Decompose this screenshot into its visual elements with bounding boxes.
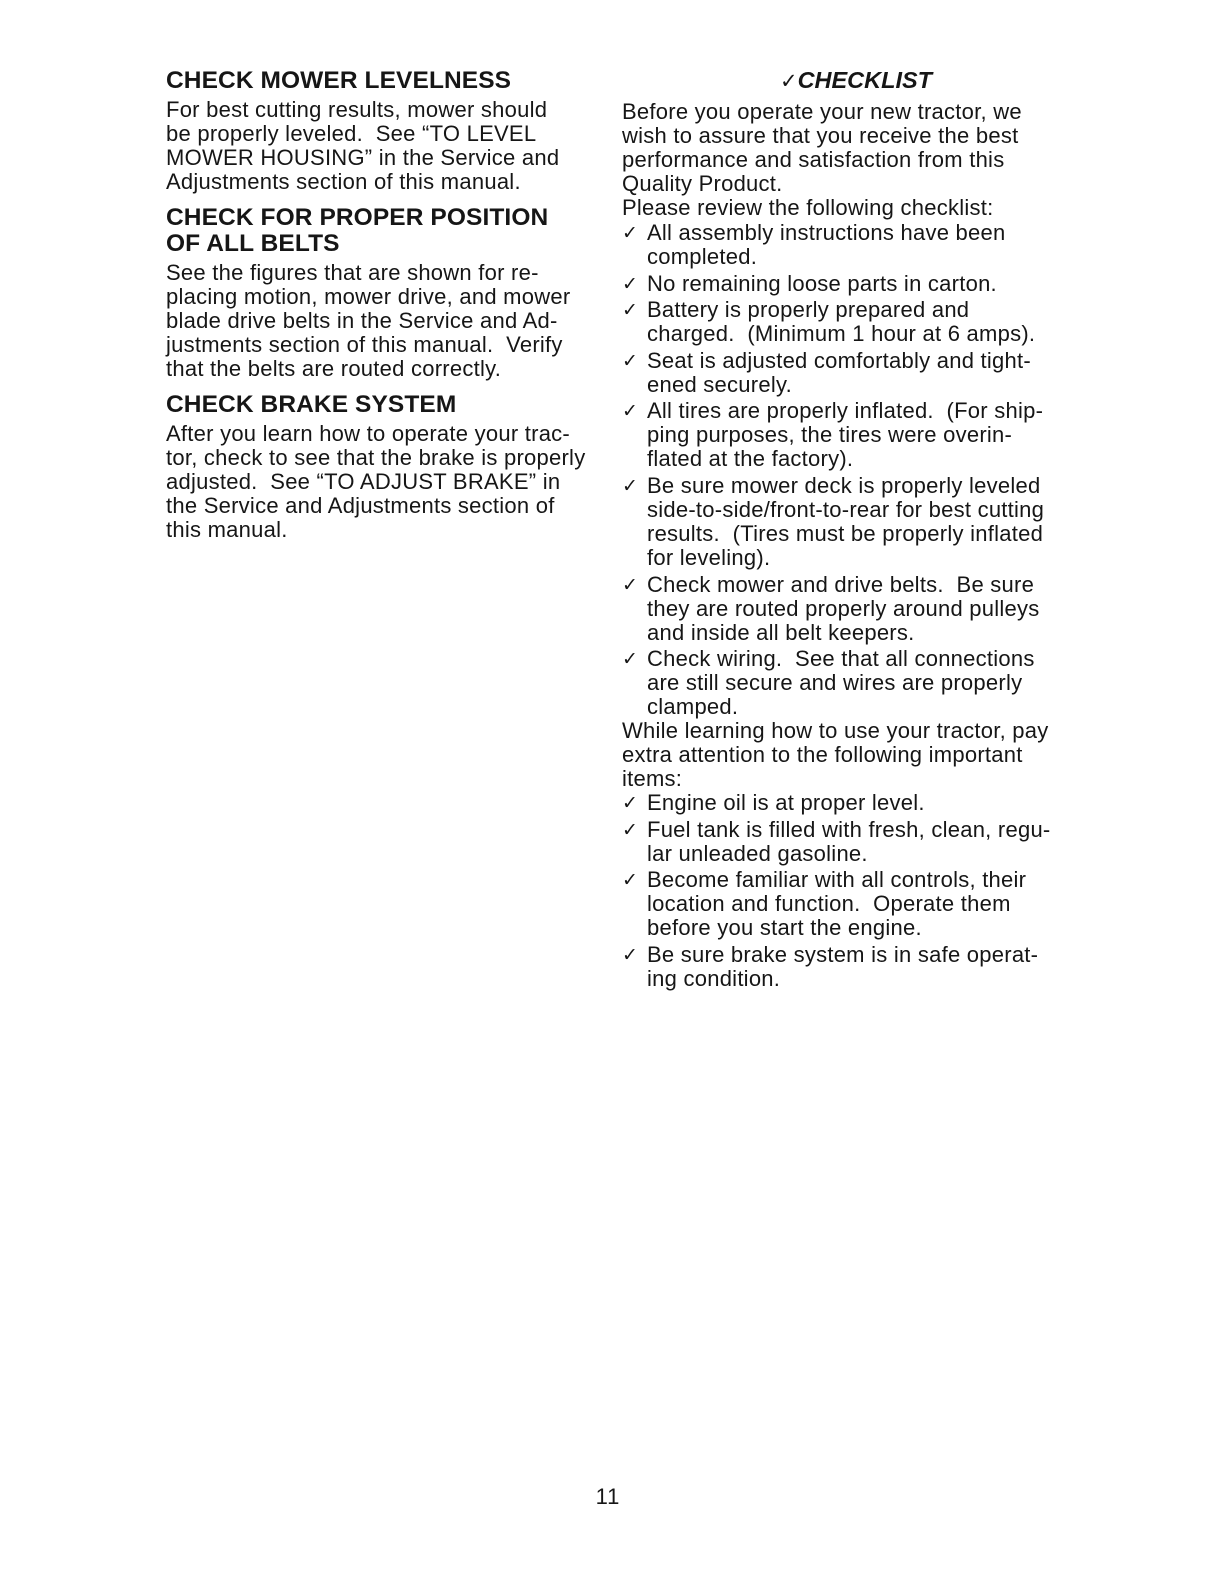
checklist-item (622, 474, 1090, 570)
body-line: After you learn how to operate your trac- (166, 421, 571, 446)
check-mark-icon: ✓ (622, 943, 638, 966)
item-line: ened securely. (647, 371, 792, 397)
item-line: Be sure brake system is in safe operat- (647, 941, 1039, 967)
item-line: charged. (Minimum 1 hour at 6 amps). (647, 321, 1036, 347)
body-line: this manual. (166, 517, 288, 542)
checklist-item (622, 399, 1090, 471)
checklist-item-text (647, 573, 1090, 645)
important-item (622, 818, 1090, 866)
item-line: flated at the factory). (647, 446, 854, 472)
item-line: Seat is adjusted comfortably and tight- (647, 347, 1031, 373)
item-line: Become familiar with all controls, their (647, 867, 1027, 893)
check-mark-icon: ✓ (622, 573, 638, 596)
section-body (166, 422, 606, 542)
body-line: MOWER HOUSING” in the Service and (166, 145, 560, 170)
check-mark-icon: ✓ (622, 792, 638, 815)
item-line: side-to-side/front-to-rear for best cutting (647, 496, 1045, 522)
item-line: Battery is properly prepared and (647, 297, 970, 323)
item-line: All tires are properly inflated. (For ship- (647, 398, 1044, 424)
checklist-item-text (647, 647, 1090, 719)
section-body (166, 261, 606, 381)
checklist-item (622, 298, 1090, 346)
body-line: Adjustments section of this manual. (166, 169, 521, 194)
important-item-text (647, 818, 1090, 866)
section-check-belts (166, 205, 606, 381)
intro-line: wish to assure that you receive the best (622, 123, 1019, 148)
section-body (166, 98, 606, 194)
item-line: completed. (647, 244, 758, 269)
check-mark-icon: ✓ (622, 349, 638, 372)
right-column (622, 67, 1090, 991)
body-line: tor, check to see that the brake is properly (166, 445, 586, 470)
item-line: All assembly instructions have been (647, 220, 1006, 245)
heading-line: CHECK MOWER LEVELNESS (166, 67, 512, 94)
section-check-mower-levelness (166, 68, 606, 194)
body-line: placing motion, mower drive, and mower (166, 284, 571, 309)
item-line: Check mower and drive belts. Be sure (647, 571, 1035, 597)
checklist-item-text (647, 474, 1090, 570)
page-number: 11 (595, 1484, 621, 1509)
important-item-text (647, 868, 1090, 940)
attention-line: extra attention to the following important (622, 742, 1023, 768)
checklist-item-text (647, 298, 1090, 346)
important-item-text (647, 943, 1090, 991)
important-items-list (622, 791, 1090, 991)
item-line: ping purposes, the tires were overin- (647, 422, 1013, 448)
review-prompt: Please review the following checklist: (622, 195, 994, 220)
body-line: See the figures that are shown for re- (166, 260, 539, 285)
item-line: are still secure and wires are properly (647, 670, 1023, 696)
body-line: justments section of this manual. Verify (166, 332, 563, 357)
check-mark-icon: ✓ (622, 222, 638, 244)
body-line: be properly leveled. See “TO LEVEL (166, 121, 537, 146)
intro-line: performance and satisfaction from this (622, 147, 1005, 172)
check-mark-icon: ✓ (622, 474, 638, 497)
heading-line: OF ALL BELTS (166, 230, 340, 257)
attention-line: items: (622, 766, 683, 792)
section-check-brake-system (166, 392, 606, 542)
important-item-text (647, 791, 1090, 815)
item-line: lar unleaded gasoline. (647, 840, 868, 866)
check-mark-icon: ✓ (622, 648, 638, 671)
checklist (622, 221, 1090, 719)
item-line: Engine oil is at proper level. (647, 790, 925, 816)
checklist-intro (622, 100, 1090, 220)
item-line: Fuel tank is filled with fresh, clean, regu- (647, 816, 1051, 842)
check-mark-icon: ✓ (622, 299, 638, 322)
section-heading (166, 392, 606, 418)
item-line: for leveling). (647, 544, 771, 570)
item-line: location and function. Operate them (647, 891, 1011, 917)
important-item (622, 868, 1090, 940)
body-line: adjusted. See “TO ADJUST BRAKE” in (166, 469, 561, 494)
left-column (166, 68, 606, 542)
item-line: clamped. (647, 694, 739, 720)
checklist-item (622, 573, 1090, 645)
checklist-item-text (647, 349, 1090, 397)
checklist-item (622, 221, 1090, 269)
item-line: ing condition. (647, 965, 781, 991)
check-mark-icon: ✓ (622, 869, 638, 892)
checklist-item-text (647, 272, 1090, 296)
item-line: No remaining loose parts in carton. (647, 270, 997, 296)
check-mark-icon: ✓ (622, 400, 638, 423)
section-heading (166, 205, 606, 257)
checklist-heading (622, 67, 1090, 94)
important-item (622, 791, 1090, 815)
checklist-item (622, 349, 1090, 397)
item-line: Check wiring. See that all connections (647, 646, 1035, 672)
heading-line: CHECK FOR PROPER POSITION (166, 204, 549, 231)
check-mark-icon: ✓ (622, 272, 638, 295)
checklist-item-text (647, 221, 1090, 269)
body-line: that the belts are routed correctly. (166, 356, 502, 381)
item-line: Be sure mower deck is properly leveled (647, 472, 1041, 498)
checklist-item (622, 647, 1090, 719)
item-line: before you start the engine. (647, 915, 922, 941)
check-mark-icon: ✓ (779, 69, 798, 93)
heading-line: CHECK BRAKE SYSTEM (166, 391, 457, 418)
body-line: blade drive belts in the Service and Ad- (166, 308, 558, 333)
attention-paragraph (622, 719, 1090, 791)
body-line: For best cutting results, mower should (166, 97, 548, 122)
item-line: they are routed properly around pulleys (647, 595, 1040, 621)
attention-line: While learning how to use your tractor, pay (622, 718, 1049, 744)
body-line: the Service and Adjustments section of (166, 493, 555, 518)
important-item (622, 943, 1090, 991)
section-heading (166, 68, 606, 94)
checklist-item (622, 272, 1090, 296)
intro-line: Before you operate your new tractor, we (622, 99, 1022, 124)
item-line: and inside all belt keepers. (647, 619, 915, 645)
item-line: results. (Tires must be properly inflated (647, 520, 1044, 546)
checklist-item-text (647, 399, 1090, 471)
check-mark-icon: ✓ (622, 818, 638, 841)
intro-line: Quality Product. (622, 171, 783, 196)
checklist-heading-text: CHECKLIST (797, 67, 933, 93)
